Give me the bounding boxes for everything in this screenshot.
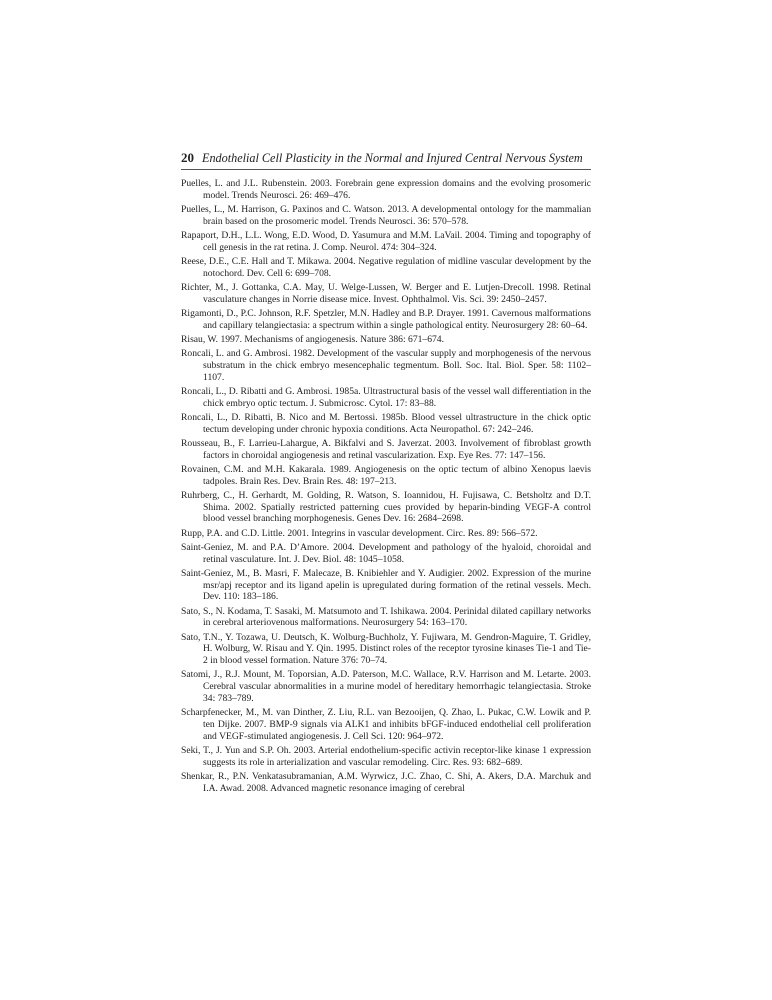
- reference-entry: Risau, W. 1997. Mechanisms of angiogenesis. Nature 386: 671–674.: [181, 333, 444, 345]
- page-number: 20: [181, 150, 194, 165]
- reference-entry: Scharpfenecker, M., M. van Dinther, Z. Liu, R.L. van Bezooijen, Q. Zhao, L. Pukac, C.W. Lowik and P. ten Dijke. 2007. BMP-9 signals via ALK1 and inhibits bFGF-induced endothelial cell proliferation and VEGF-stimulated angiogenesis. J. Cell Sci. 120: 964–972.: [181, 707, 591, 742]
- reference-entry: Puelles, L., M. Harrison, G. Paxinos and C. Watson. 2013. A developmental ontology for the mammalian brain based on the prosomeric model. Trends Neurosci. 36: 570–578.: [181, 203, 591, 227]
- reference-entry: Ruhrberg, C., H. Gerhardt, M. Golding, R. Watson, S. Ioannidou, H. Fujisawa, C. Betsholtz and D.T. Shima. 2002. Spatially restricted patterning cues provided by heparin-binding VEGF-A control blood vessel branching morphogenesis. Genes Dev. 16: 2684–2698.: [181, 489, 591, 525]
- reference-entry: Roncali, L., D. Ribatti and G. Ambrosi. 1985a. Ultrastructural basis of the vessel wall differentiation in the chick embryo optic tectum. J. Submicrosc. Cytol. 17: 83–88.: [181, 385, 591, 409]
- reference-entry: Rovainen, C.M. and M.H. Kakarala. 1989. Angiogenesis on the optic tectum of albino Xenopus laevis tadpoles. Brain Res. Dev. Brain Res. 48: 197–213.: [181, 463, 591, 487]
- chapter-title: Endothelial Cell Plasticity in the Normal and Injured Central Nervous System: [202, 151, 583, 165]
- reference-entry: Satomi, J., R.J. Mount, M. Toporsian, A.D. Paterson, M.C. Wallace, R.V. Harrison and M. Letarte. 2003. Cerebral vascular abnormalities in a murine model of hereditary hemorrhagic telangiectasia. Stroke 34: 783–789.: [181, 669, 591, 704]
- reference-list: [181, 178, 591, 797]
- reference-entry: Roncali, L. and G. Ambrosi. 1982. Development of the vascular supply and morphogenesis of the nervous substratum in the chick embryo mesencephalic tegmentum. Boll. Soc. Ital. Biol. Sper. 58: 1102–1107.: [181, 348, 591, 383]
- running-head: [181, 150, 591, 170]
- reference-entry: Seki, T., J. Yun and S.P. Oh. 2003. Arterial endothelium-specific activin receptor-like kinase 1 expression suggests its role in arterialization and vascular remodeling. Circ. Res. 93: 682–689.: [181, 744, 591, 768]
- reference-entry: Puelles, L. and J.L. Rubenstein. 2003. Forebrain gene expression domains and the evolving prosomeric model. Trends Neurosci. 26: 469–476.: [181, 178, 591, 201]
- reference-entry: Rigamonti, D., P.C. Johnson, R.F. Spetzler, M.N. Hadley and B.P. Drayer. 1991. Cavernous malformations and capillary telangiectasia: a spectrum within a single pathological entity. Neurosurgery 28: 60–64.: [181, 307, 591, 331]
- reference-entry: Sato, S., N. Kodama, T. Sasaki, M. Matsumoto and T. Ishikawa. 2004. Perinidal dilated capillary networks in cerebral arteriovenous malformations. Neurosurgery 54: 163–170.: [181, 605, 591, 629]
- reference-entry: Saint-Geniez, M. and P.A. D’Amore. 2004. Development and pathology of the hyaloid, choroidal and retinal vasculature. Int. J. Dev. Biol. 48: 1045–1058.: [181, 541, 591, 565]
- reference-entry: Rupp, P.A. and C.D. Little. 2001. Integrins in vascular development. Circ. Res. 89: 566–572.: [181, 527, 538, 539]
- reference-entry: Saint-Geniez, M., B. Masri, F. Malecaze, B. Knibiehler and Y. Audigier. 2002. Expression of the murine msr/apj receptor and its ligand apelin is upregulated during formation of the retinal vessels. Mech. Dev. 110: 183–186.: [181, 567, 591, 603]
- reference-entry: Richter, M., J. Gottanka, C.A. May, U. Welge-Lussen, W. Berger and E. Lutjen-Drecoll. 1998. Retinal vasculature changes in Norrie disease mice. Invest. Ophthalmol. Vis. Sci. 39: 2450–2457.: [181, 281, 591, 305]
- reference-entry: Rapaport, D.H., L.L. Wong, E.D. Wood, D. Yasumura and M.M. LaVail. 2004. Timing and topography of cell genesis in the rat retina. J. Comp. Neurol. 474: 304–324.: [181, 229, 591, 253]
- reference-entry: Reese, D.E., C.E. Hall and T. Mikawa. 2004. Negative regulation of midline vascular development by the notochord. Dev. Cell 6: 699–708.: [181, 255, 591, 279]
- reference-entry: Sato, T.N., Y. Tozawa, U. Deutsch, K. Wolburg-Buchholz, Y. Fujiwara, M. Gendron-Maguire, T. Gridley, H. Wolburg, W. Risau and Y. Qin. 1995. Distinct roles of the receptor tyrosine kinases Tie-1 and Tie-2 in blood vessel formation. Nature 376: 70–74.: [181, 631, 591, 667]
- reference-entry: Shenkar, R., P.N. Venkatasubramanian, A.M. Wyrwicz, J.C. Zhao, C. Shi, A. Akers, D.A. Marchuk and I.A. Awad. 2008. Advanced magnetic resonance imaging of cerebral: [181, 770, 591, 794]
- reference-entry: Roncali, L., D. Ribatti, B. Nico and M. Bertossi. 1985b. Blood vessel ultrastructure in the chick optic tectum developing under chronic hypoxia conditions. Acta Neuropathol. 67: 242–246.: [181, 411, 591, 435]
- reference-entry: Rousseau, B., F. Larrieu-Lahargue, A. Bikfalvi and S. Javerzat. 2003. Involvement of fibroblast growth factors in choroidal angiogenesis and retinal vascularization. Exp. Eye Res. 77: 147–156.: [181, 437, 591, 461]
